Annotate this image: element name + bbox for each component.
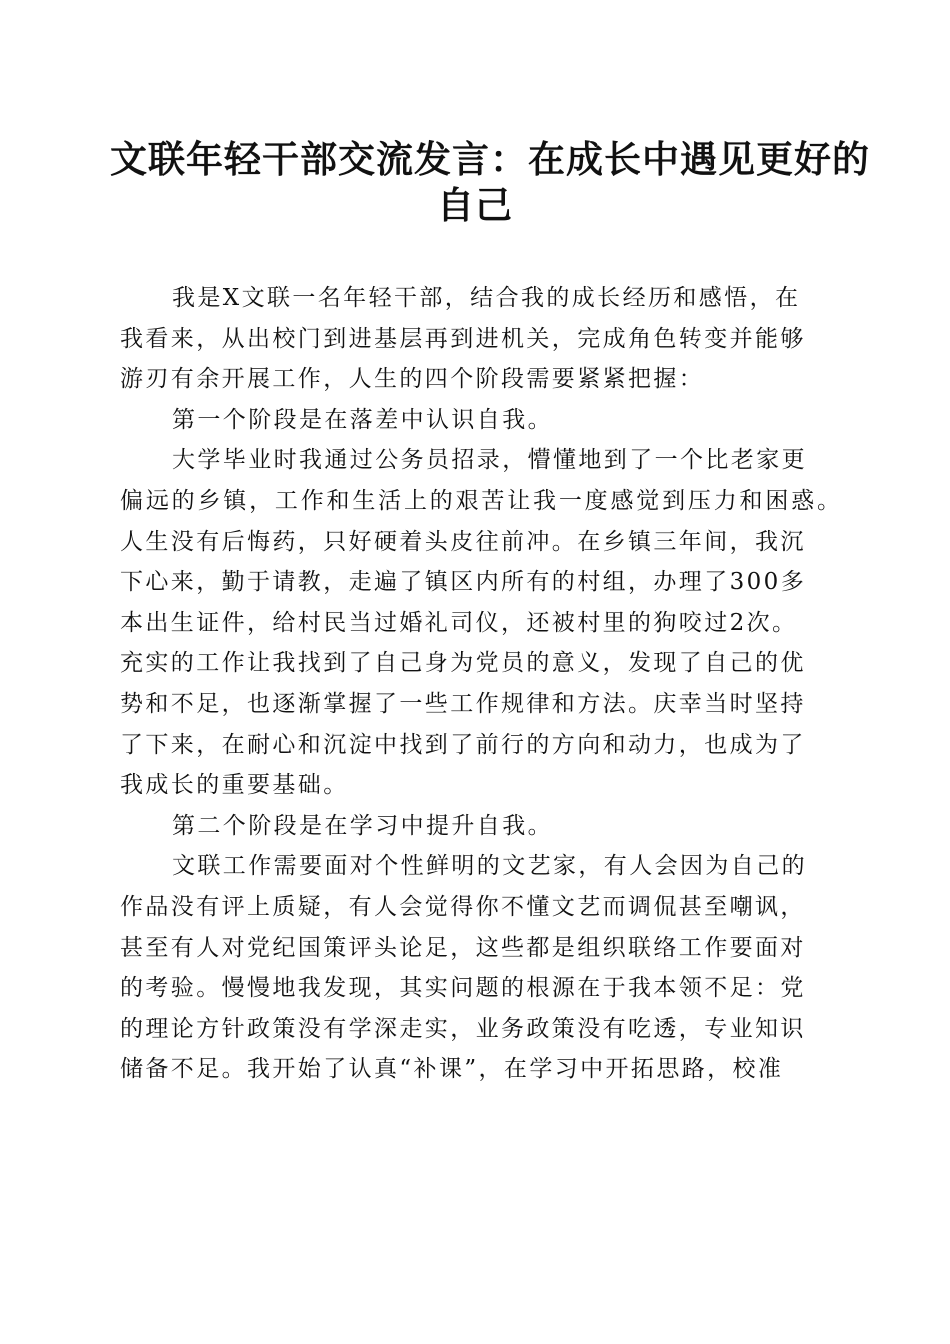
paragraph-line: 下心来，勤于请教，走遍了镇区内所有的村组，办理了300多 [120, 569, 807, 596]
paragraph-line: 大学毕业时我通过公务员招录，懵懂地到了一个比老家更 [172, 447, 807, 474]
paragraph-line: 的理论方针政策没有学深走实，业务政策没有吃透，专业知识 [120, 1015, 806, 1042]
paragraph-line: 甚至有人对党纪国策评头论足，这些都是组织联络工作要面对 [120, 934, 806, 961]
paragraph-line: 偏远的乡镇，工作和生活上的艰苦让我一度感觉到压力和困惑。 [120, 487, 840, 514]
paragraph-line: 势和不足，也逐渐掌握了一些工作规律和方法。庆幸当时坚持 [120, 690, 806, 717]
section-heading: 第二个阶段是在学习中提升自我。 [172, 812, 553, 839]
document-body [120, 278, 840, 1090]
section-heading: 第一个阶段是在落差中认识自我。 [172, 406, 553, 433]
paragraph-line: 我成长的重要基础。 [120, 772, 349, 799]
paragraph-line: 游刃有余开展工作，人生的四个阶段需要紧紧把握： [120, 366, 705, 393]
paragraph-line: 作品没有评上质疑，有人会觉得你不懂文艺而调侃甚至嘲讽， [120, 893, 806, 920]
title-line-1: 文联年轻干部交流发言：在成长中遇见更好的 [110, 137, 870, 181]
paragraph-line: 文联工作需要面对个性鲜明的文艺家，有人会因为自己的 [172, 853, 807, 880]
paragraph-line: 本出生证件，给村民当过婚礼司仪，还被村里的狗咬过2次。 [120, 609, 798, 636]
document-title [110, 136, 870, 228]
paragraph-line: 我是X文联一名年轻干部，结合我的成长经历和感悟，在 [172, 285, 801, 311]
paragraph-line: 我看来，从出校门到进基层再到进机关，完成角色转变并能够 [120, 325, 806, 352]
title-line-2: 自己 [437, 183, 513, 227]
paragraph-line: 的考验。慢慢地我发现，其实问题的根源在于我本领不足：党 [120, 975, 806, 1002]
paragraph-line: 人生没有后悔药，只好硬着头皮往前冲。在乡镇三年间，我沉 [120, 528, 806, 555]
paragraph-line: 充实的工作让我找到了自己身为党员的意义，发现了自己的优 [120, 650, 806, 677]
paragraph-line: 了下来，在耐心和沉淀中找到了前行的方向和动力，也成为了 [120, 731, 806, 758]
paragraph-line: 储备不足。我开始了认真“补课”，在学习中开拓思路，校准 [120, 1056, 784, 1083]
